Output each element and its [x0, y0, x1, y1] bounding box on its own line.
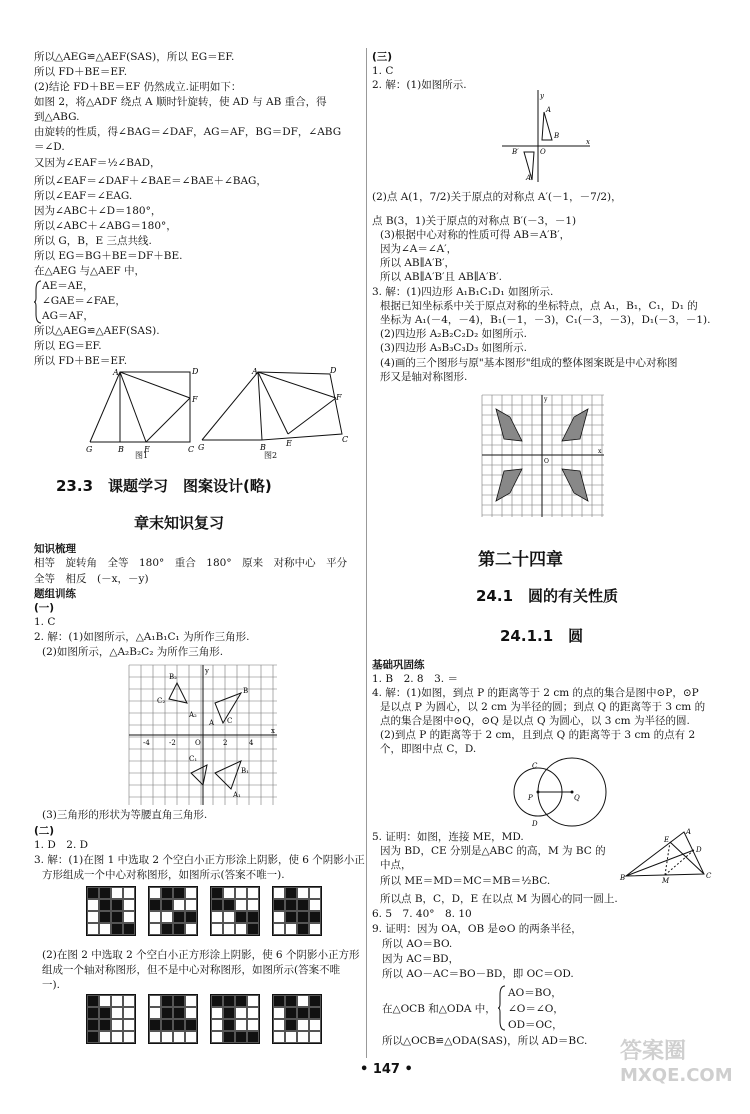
pattern-cell [211, 887, 223, 899]
text-line: 在△AEG 与△AEF 中， [34, 265, 145, 277]
pattern-cell [111, 911, 123, 923]
pattern-cell [185, 995, 197, 1007]
pattern-cell [247, 899, 259, 911]
svg-text:y: y [205, 667, 209, 675]
text-line: (2)到点 P 的距离等于 2 cm，且到点 Q 的距离等于 3 cm 的点有 2 [380, 729, 696, 741]
subheading: 知识梳理 [34, 543, 76, 555]
pattern-cell [87, 1007, 99, 1019]
pattern-cell [149, 899, 161, 911]
pattern-tile [148, 994, 198, 1044]
svg-text:C₂: C₂ [157, 697, 166, 705]
svg-text:E: E [664, 836, 670, 844]
pattern-cell [211, 899, 223, 911]
text-line: 全等 相反 (－x，－y) [34, 573, 149, 585]
watermark-logo: 答案圈 MXQE.COM [620, 1039, 733, 1086]
text-line: ∠O＝∠O， [508, 1003, 564, 1015]
pattern-cell [173, 887, 185, 899]
pattern-cell [211, 911, 223, 923]
pattern-cell [149, 995, 161, 1007]
pattern-cell [309, 911, 321, 923]
svg-text:O: O [540, 148, 546, 156]
pattern-cell [87, 1031, 99, 1043]
svg-text:y: y [544, 396, 548, 403]
two-circles-figure [502, 756, 612, 828]
pattern-cell [111, 887, 123, 899]
part-label: (一) [34, 602, 55, 614]
text-line: 2. 解：(1)如图所示，△A₁B₁C₁ 为所作三角形. [34, 631, 250, 643]
pattern-cell [235, 995, 247, 1007]
pattern-cell [309, 1007, 321, 1019]
svg-text:B: B [118, 445, 124, 454]
pattern-cell [297, 1019, 309, 1031]
pattern-cell [273, 923, 285, 935]
pattern-cell [223, 1007, 235, 1019]
svg-text:x: x [586, 138, 590, 146]
pattern-cell [297, 1007, 309, 1019]
text-line: 所以 AO＝BO. [382, 938, 453, 950]
pattern-cell [309, 1031, 321, 1043]
text-line: ＝∠D. [34, 141, 65, 153]
pattern-cell [185, 1031, 197, 1043]
subheading: 基础巩固练 [372, 659, 425, 671]
text-line: 到△ABG. [34, 111, 80, 123]
svg-text:B: B [260, 443, 266, 452]
pattern-cell [87, 899, 99, 911]
pattern-cell [123, 1019, 135, 1031]
pattern-cell [285, 923, 297, 935]
pattern-cell [99, 1031, 111, 1043]
text-line: 所以 EG＝BG＋BE＝DF＋BE. [34, 250, 183, 262]
text-line: 因为∠ABC＋∠D＝180°， [34, 205, 162, 217]
pattern-cell [297, 923, 309, 935]
text-line: AG＝AF， [42, 310, 94, 322]
text-line: 1. C [372, 65, 394, 77]
svg-text:D: D [330, 366, 337, 375]
pattern-cell [173, 899, 185, 911]
svg-text:x: x [598, 448, 602, 455]
pattern-cell [309, 899, 321, 911]
pattern-cell [123, 899, 135, 911]
pattern-cell [123, 1031, 135, 1043]
svg-text:C₁: C₁ [189, 755, 198, 763]
pattern-cell [87, 1019, 99, 1031]
text-line: 所以 G，B，E 三点共线. [34, 235, 152, 247]
svg-text:A′: A′ [526, 174, 533, 182]
pattern-cell [211, 923, 223, 935]
pattern-cell [247, 995, 259, 1007]
pattern-tile [272, 886, 322, 936]
page-number: • 147 • [360, 1062, 413, 1077]
pattern-cell [247, 887, 259, 899]
pattern-cell [235, 923, 247, 935]
geometry-figures [84, 366, 349, 460]
text-line: 所以点 B，C，D，E 在以点 M 为圆心的同一圆上. [380, 893, 618, 905]
text-line: 1. D 2. D [34, 839, 89, 851]
text-line: 由旋转的性质，得∠BAG＝∠DAF，AG＝AF，BG＝DF，∠ABG [34, 126, 342, 138]
svg-text:C: C [532, 762, 538, 770]
pattern-cell [223, 923, 235, 935]
pattern-cell [285, 887, 297, 899]
text-line: 中点， [380, 859, 412, 871]
pattern-cell [297, 887, 309, 899]
pattern-cell [211, 995, 223, 1007]
text-line: ∠GAE＝∠FAE， [42, 295, 126, 307]
svg-text:F: F [192, 395, 198, 404]
text-line: 9. 证明：因为 OA，OB 是⊙O 的两条半径， [372, 923, 582, 935]
svg-text:A: A [209, 719, 215, 727]
pattern-cell [285, 995, 297, 1007]
svg-text:C: C [342, 435, 349, 444]
text-line: (2)四边形 A₂B₂C₂D₂ 如图所示. [380, 328, 527, 340]
pattern-cell [161, 899, 173, 911]
column-divider [366, 48, 367, 1058]
svg-text:G: G [198, 443, 205, 452]
pattern-cell [173, 911, 185, 923]
pattern-cell [297, 899, 309, 911]
text-line: 5. 证明：如图，连接 ME，MD. [372, 831, 524, 843]
pattern-cell [309, 923, 321, 935]
pattern-cell [235, 1031, 247, 1043]
pattern-cell [297, 995, 309, 1007]
figure-caption: 图2 [264, 451, 278, 460]
svg-text:D: D [532, 820, 538, 828]
text-line: (2)如图所示，△A₂B₂C₂ 为所作三角形. [42, 646, 224, 658]
text-line: OD＝OC， [508, 1019, 563, 1031]
section-title: 24.1 圆的有关性质 [476, 587, 619, 605]
svg-text:A: A [546, 106, 552, 114]
triangle-figure [620, 828, 712, 884]
pattern-cell [161, 1007, 173, 1019]
text-line: AO＝BO， [508, 987, 562, 999]
text-line: 所以 AB∥A′B′， [380, 257, 456, 269]
pattern-cell [87, 995, 99, 1007]
svg-text:-4: -4 [143, 739, 150, 747]
chapter-review-title: 章末知识复习 [134, 514, 225, 532]
text-line: 形又是轴对称图形. [380, 371, 468, 383]
pattern-cell [211, 1031, 223, 1043]
pattern-cell [111, 1007, 123, 1019]
text-line: 方形组成一个中心对称图形，如图所示(答案不唯一). [42, 869, 285, 881]
pattern-tile [86, 886, 136, 936]
text-line: 根据已知坐标系中关于原点对称的坐标特点，点 A₁，B₁，C₁，D₁ 的 [380, 300, 698, 312]
pattern-cell [185, 887, 197, 899]
svg-text:D: D [192, 367, 199, 376]
pattern-cell [285, 1031, 297, 1043]
pattern-cell [235, 887, 247, 899]
pattern-cell [111, 1019, 123, 1031]
pattern-tile [148, 886, 198, 936]
text-line: 因为 AC＝BD， [382, 953, 460, 965]
pattern-cell [223, 911, 235, 923]
pattern-cell [309, 887, 321, 899]
svg-text:B: B [620, 874, 626, 882]
pattern-cell [99, 911, 111, 923]
text-line: 1. B 2. 8 3. ＝ [372, 673, 458, 685]
text-line: 所以 FD＋BE＝EF. [34, 355, 128, 367]
text-line: 所以 AO－AC＝BO－BD，即 OC＝OD. [382, 968, 574, 980]
pattern-cell [235, 1019, 247, 1031]
pattern-cell [309, 1019, 321, 1031]
text-line: 个，即图中点 C，D. [380, 743, 477, 755]
brace-icon [498, 985, 506, 1031]
pattern-cell [111, 899, 123, 911]
svg-text:P: P [528, 794, 533, 802]
pattern-cell [161, 887, 173, 899]
pattern-cell [285, 1019, 297, 1031]
brace-icon [34, 280, 42, 324]
quadrilateral-grid-figure [482, 395, 604, 517]
svg-text:B′: B′ [512, 148, 519, 156]
svg-text:A₁: A₁ [233, 791, 241, 799]
pattern-cell [111, 995, 123, 1007]
pattern-cell [173, 1031, 185, 1043]
pattern-cell [149, 923, 161, 935]
svg-text:C: C [188, 445, 195, 454]
text-line: 是以点 P 为圆心，以 2 cm 为半径的圆；到点 Q 的距离等于 3 cm 的 [380, 701, 706, 713]
svg-text:-2: -2 [169, 739, 176, 747]
text-line: 因为 BD，CE 分别是△ABC 的高，M 为 BC 的 [380, 845, 606, 857]
text-line: 在△OCB 和△ODA 中， [382, 1003, 496, 1015]
svg-text:M: M [662, 877, 670, 885]
pattern-tile [210, 994, 260, 1044]
pattern-cell [111, 1031, 123, 1043]
text-line: (2)点 A(1，7/2)关于原点的对称点 A′(－1，－7/2)， [372, 191, 622, 203]
pattern-cell [273, 1031, 285, 1043]
figure-caption: 图1 [135, 451, 149, 460]
text-line: 1. C [34, 616, 56, 628]
pattern-cell [173, 923, 185, 935]
pattern-cell [149, 1007, 161, 1019]
text-line: 如图 2，将△ADF 绕点 A 顺时针旋转，使 AD 与 AB 重合，得 [34, 96, 327, 108]
pattern-cell [185, 1007, 197, 1019]
part-label: (三) [372, 51, 393, 63]
text-line: 所以 FD＋BE＝EF. [34, 66, 128, 78]
text-line: 点的集合是图中⊙Q，⊙Q 是以点 Q 为圆心，以 3 cm 为半径的圆. [380, 715, 690, 727]
pattern-cell [99, 887, 111, 899]
part-label: (二) [34, 825, 55, 837]
svg-text:A: A [686, 828, 692, 836]
text-line: (3)根据中心对称的性质可得 AB＝A′B′， [380, 229, 571, 241]
pattern-cell [285, 899, 297, 911]
pattern-cell [211, 1007, 223, 1019]
pattern-cell [185, 1019, 197, 1031]
svg-text:D: D [696, 846, 702, 854]
pattern-cell [173, 995, 185, 1007]
text-line: 2. 解：(1)如图所示. [372, 79, 467, 91]
pattern-cell [235, 1007, 247, 1019]
pattern-cell [161, 1031, 173, 1043]
pattern-cell [111, 923, 123, 935]
svg-text:B₁: B₁ [241, 767, 249, 775]
pattern-cell [247, 1031, 259, 1043]
section-title: 23.3 课题学习 图案设计(略) [56, 477, 272, 495]
pattern-cell [149, 1031, 161, 1043]
chapter-title: 第二十四章 [478, 550, 563, 570]
text-line: (3)三角形的形状为等腰直角三角形. [42, 809, 208, 821]
pattern-cell [223, 1019, 235, 1031]
pattern-cell [285, 1007, 297, 1019]
pattern-cell [247, 1019, 259, 1031]
pattern-cell [273, 911, 285, 923]
pattern-cell [123, 887, 135, 899]
svg-text:F: F [336, 393, 342, 402]
svg-text:A₂: A₂ [189, 711, 197, 719]
text-line: 所以∠EAF＝∠EAG. [34, 190, 133, 202]
pattern-cell [123, 911, 135, 923]
text-line: 所以 EG＝EF. [34, 340, 102, 352]
pattern-cell [149, 911, 161, 923]
subsection-title: 24.1.1 圆 [500, 627, 584, 645]
pattern-cell [285, 911, 297, 923]
pattern-cell [211, 1019, 223, 1031]
symmetry-figure [502, 90, 592, 182]
pattern-cell [273, 899, 285, 911]
pattern-cell [149, 1019, 161, 1031]
pattern-cell [297, 911, 309, 923]
pattern-cell [161, 995, 173, 1007]
text-line: 所以 AB∥A′B′且 AB∥A′B′. [380, 271, 502, 283]
text-line: (4)画的三个图形与原"基本图形"组成的整体图案既是中心对称图 [380, 357, 678, 369]
svg-text:B: B [554, 132, 560, 140]
pattern-cell [161, 911, 173, 923]
pattern-cell [235, 899, 247, 911]
text-line: 4. 解：(1)如图，到点 P 的距离等于 2 cm 的点的集合是图中⊙P，⊙P [372, 687, 699, 699]
text-line: 相等 旋转角 全等 180° 重合 180° 原来 对称中心 平分 [34, 557, 348, 569]
pattern-cell [273, 1007, 285, 1019]
pattern-cell [99, 923, 111, 935]
text-line: (3)四边形 A₃B₃C₃D₃ 如图所示. [380, 342, 527, 354]
text-line: 又因为∠EAF＝½∠BAD， [34, 157, 161, 169]
svg-text:x: x [271, 727, 275, 735]
figure-2 [202, 372, 342, 440]
svg-text:2: 2 [223, 739, 228, 747]
text-line: 一). [42, 979, 60, 991]
text-line: 3. 解：(1)四边形 A₁B₁C₁D₁ 如图所示. [372, 286, 554, 298]
svg-text:A: A [113, 368, 119, 377]
text-line: 坐标为 A₁(－4，－4)，B₁(－1，－3)，C₁(－3，－3)，D₁(－3，－1). [380, 314, 711, 326]
text-line: 点 B(3，1)关于原点的对称点 B′(－3，－1) [372, 215, 577, 227]
svg-text:A: A [252, 367, 258, 376]
pattern-cell [247, 923, 259, 935]
text-line: 组成一个轴对称图形，但不是中心对称图形，如图所示(答案不唯 [42, 964, 341, 976]
text-line: (2)结论 FD＋BE＝EF 仍然成立.证明如下： [34, 81, 242, 93]
pattern-cell [185, 911, 197, 923]
svg-text:G: G [86, 445, 93, 454]
text-line: 因为∠A＝∠A′， [380, 243, 458, 255]
pattern-cell [99, 899, 111, 911]
pattern-cell [99, 1007, 111, 1019]
svg-text:y: y [540, 92, 544, 100]
pattern-tile [86, 994, 136, 1044]
svg-text:O: O [195, 739, 201, 747]
text-line: (2)在图 2 中选取 2 个空白小正方形涂上阴影，使 6 个阴影小正方形 [42, 949, 360, 961]
svg-text:Q: Q [574, 794, 580, 802]
svg-text:4: 4 [249, 739, 254, 747]
pattern-cell [99, 995, 111, 1007]
text-line: AE＝AE， [42, 280, 94, 292]
svg-text:E: E [144, 445, 150, 454]
text-line: 6. 5 7. 40° 8. 10 [372, 908, 472, 920]
pattern-cell [161, 1019, 173, 1031]
pattern-cell [247, 911, 259, 923]
pattern-cell [87, 911, 99, 923]
text-line: 所以∠ABC＋∠ABG＝180°， [34, 220, 177, 232]
pattern-cell [309, 995, 321, 1007]
subheading: 题组训练 [34, 588, 76, 600]
pattern-cell [123, 923, 135, 935]
svg-text:O: O [544, 458, 549, 465]
text-line: 3. 解：(1)在图 1 中选取 2 个空白小正方形涂上阴影，使 6 个阴影小正 [34, 854, 365, 866]
pattern-cell [123, 995, 135, 1007]
pattern-cell [235, 911, 247, 923]
pattern-cell [223, 995, 235, 1007]
pattern-cell [273, 995, 285, 1007]
pattern-cell [185, 899, 197, 911]
text-line: 所以△AEG≌△AEF(SAS). [34, 325, 160, 337]
pattern-cell [99, 1019, 111, 1031]
pattern-cell [223, 1031, 235, 1043]
text-line: 所以△OCB≌△ODA(SAS)，所以 AD＝BC. [382, 1035, 588, 1047]
pattern-tile [272, 994, 322, 1044]
text-line: 所以△AEG≌△AEF(SAS)，所以 EG＝EF. [34, 51, 235, 63]
pattern-cell [87, 923, 99, 935]
pattern-cell [223, 887, 235, 899]
text-line: 所以 ME＝MD＝MC＝MB＝½BC. [380, 875, 551, 887]
figure-1 [90, 372, 190, 442]
pattern-cell [149, 887, 161, 899]
svg-text:C: C [706, 872, 712, 880]
pattern-cell [185, 923, 197, 935]
pattern-cell [247, 1007, 259, 1019]
pattern-cell [123, 1007, 135, 1019]
svg-text:B: B [243, 687, 249, 695]
pattern-cell [87, 887, 99, 899]
pattern-cell [273, 1019, 285, 1031]
pattern-cell [223, 899, 235, 911]
pattern-cell [173, 1019, 185, 1031]
pattern-cell [173, 1007, 185, 1019]
pattern-cell [273, 887, 285, 899]
svg-text:E: E [286, 439, 292, 448]
pattern-cell [297, 1031, 309, 1043]
pattern-tile [210, 886, 260, 936]
svg-text:C: C [227, 717, 233, 725]
pattern-cell [161, 923, 173, 935]
svg-text:B₂: B₂ [169, 673, 177, 681]
coordinate-grid-figure [129, 665, 277, 805]
text-line: 所以∠EAF＝∠DAF＋∠BAE＝∠BAE＋∠BAG， [34, 175, 267, 187]
